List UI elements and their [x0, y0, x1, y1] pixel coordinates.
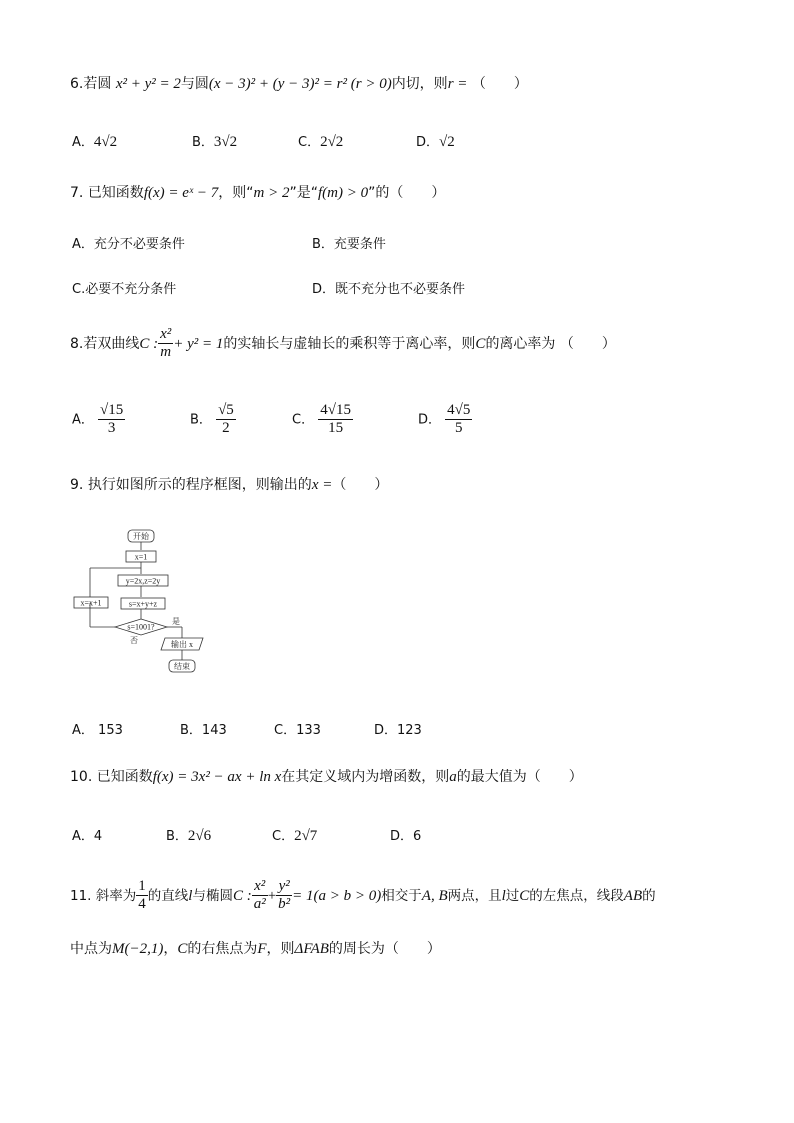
question-6-stem: 6.若圆 x² + y² = 2与圆(x − 3)² + (y − 3)² = r² (r > 0)内切，则r = （ ）: [70, 76, 528, 92]
option-d: D． $\frac{4√5}{5}$: [418, 402, 471, 437]
flow-output-label: 输出 x: [171, 640, 193, 649]
question-10-stem: 10. 已知函数f(x) = 3x² − ax + ln x在其定义域内为增函数，则a的最大值为（ ）: [70, 769, 583, 785]
question-7-stem: 7. 已知函数f(x) = eˣ − 7，则“m > 2”是“f(m) > 0”的（ ）: [70, 185, 446, 201]
question-number: 6.: [70, 76, 84, 92]
question-number: 7.: [70, 185, 84, 201]
math-expression: f(x) = eˣ − 7: [143, 185, 219, 201]
option-c: C． $\frac{4√15}{15}$: [292, 402, 351, 437]
flow-init-label: x=1: [134, 552, 148, 562]
flow-loop-label: x=x+1: [80, 598, 102, 608]
program-flowchart: [72, 526, 222, 682]
option-a: A． $\frac{√15}{3}$: [72, 402, 124, 437]
fraction: $\frac{\text{x²}}{m}$: [160, 326, 172, 361]
option-b: B． $\frac{√5}{2}$: [190, 402, 234, 437]
question-11-line-2: 中点为M(−2,1)，C的右焦点为F，则ΔFAB的周长为（ ）: [70, 941, 441, 957]
fraction: $\frac{\text{x²}}{\text{a²}}$: [253, 878, 266, 913]
option-b: B．3√2: [192, 134, 238, 150]
math-expression: x =: [311, 477, 333, 493]
option-c: C．2√2: [298, 134, 344, 150]
option-a: A．4: [72, 829, 103, 844]
option-c: C.必要不充分条件: [72, 282, 177, 297]
question-9-stem: 9. 执行如图所示的程序框图，则输出的x =（ ）: [70, 477, 389, 493]
math-expression: r =: [447, 76, 468, 92]
fraction: $\frac{1}{4}$: [138, 878, 146, 913]
question-number: 9.: [70, 477, 84, 493]
option-a: A． 153: [72, 723, 123, 738]
fraction: $\frac{4√15}{15}$: [320, 402, 351, 437]
math-expression: C :: [139, 335, 159, 352]
flow-start-label: 开始: [133, 532, 149, 541]
option-d: D．√2: [416, 134, 455, 150]
flow-condition-label: s=1001?: [127, 622, 155, 632]
option-c: C．2√7: [272, 828, 318, 844]
math-expression: (x − 3)² + (y − 3)² = r² (r > 0): [208, 76, 392, 92]
fraction: $\frac{√5}{2}$: [218, 402, 234, 437]
question-8-stem: 8.若双曲线C : $\frac{\text{x²}}{m}$ + y² = 1的实轴长与虚轴长的乘积等于离心率，则C的离心率为 （ ）: [70, 326, 616, 361]
fraction: $\frac{\text{y²}}{\text{b²}}$: [278, 878, 291, 913]
question-number: 8.: [70, 335, 84, 352]
answer-blank: （ ）: [471, 76, 528, 92]
question-number: 11.: [70, 887, 92, 904]
math-expression: f(x) = 3x² − ax + ln x: [152, 769, 282, 785]
answer-blank: （ ）: [332, 477, 389, 493]
math-expression: x² + y² = 2: [115, 76, 181, 92]
option-b: B．充要条件: [312, 237, 386, 252]
flow-assign-label: y=2x,z=2y: [125, 576, 161, 586]
math-expression: f(m) > 0: [318, 185, 369, 201]
answer-blank: （ ）: [559, 335, 616, 352]
option-b: B．143: [180, 723, 227, 738]
option-d: D．既不充分也不必要条件: [312, 282, 466, 297]
option-d: D．123: [374, 723, 422, 738]
flow-yes-label: 是: [172, 617, 180, 626]
fraction: $\frac{4√5}{5}$: [447, 402, 471, 437]
question-11-stem: 11. 斜率为 $\frac{1}{4}$ 的直线l与椭圆C : $\frac{\text{x²}}{\text{a²}}$ + $\frac{\text{y²}}{\text{b²}}$ = 1(a > b > 0)相交于A, B两点，且l过C的左焦点，线段AB的: [70, 878, 656, 913]
flow-end-label: 结束: [174, 662, 190, 671]
option-c: C．133: [274, 723, 321, 738]
question-number: 10.: [70, 769, 93, 785]
flow-no-label: 否: [130, 636, 138, 645]
fraction: $\frac{√15}{3}$: [100, 402, 124, 437]
math-expression: m > 2: [253, 185, 290, 201]
flow-sum-label: s=x+y+z: [128, 599, 158, 609]
option-d: D．6: [390, 829, 422, 844]
option-a: A．充分不必要条件: [72, 237, 185, 252]
option-a: A．4√2: [72, 134, 118, 150]
option-b: B．2√6: [166, 828, 212, 844]
